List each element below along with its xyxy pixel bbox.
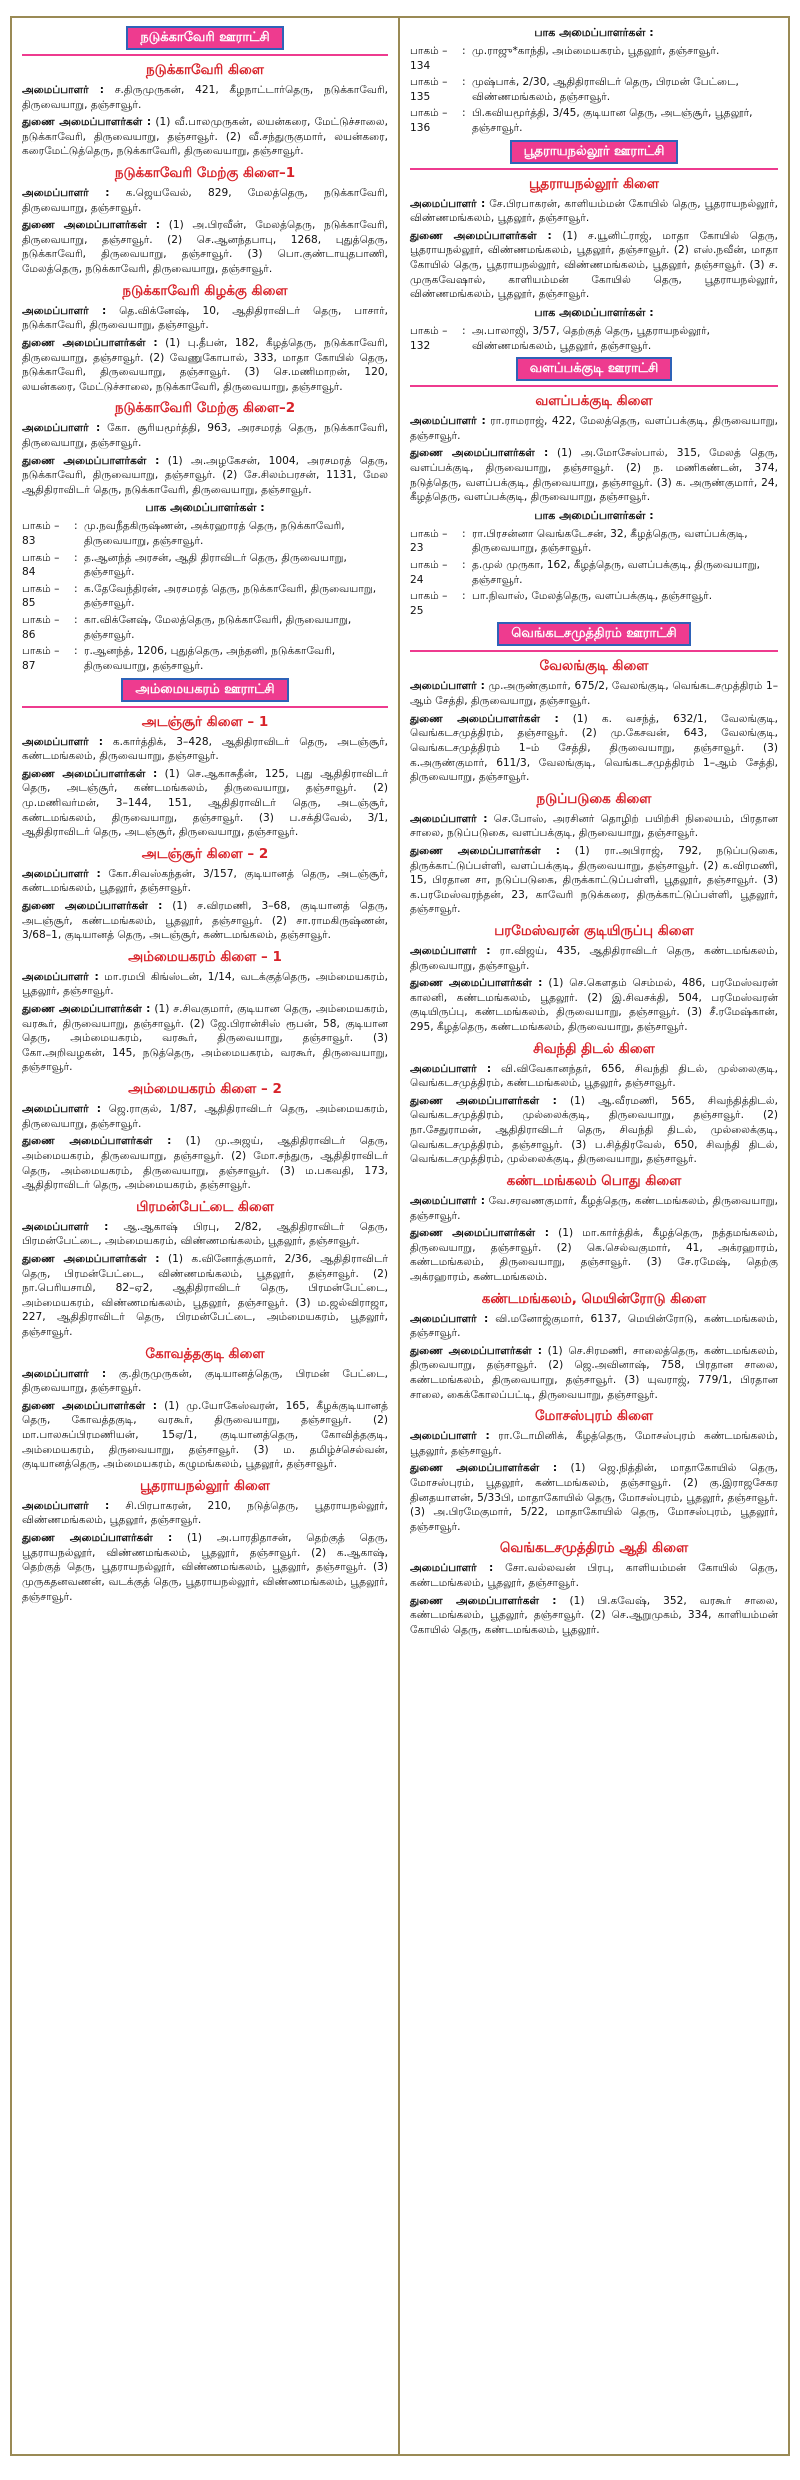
- booth-prefix: பாகம் –: [22, 614, 60, 627]
- booth-number: [22, 613, 74, 642]
- booth-row: [410, 75, 778, 104]
- assistants-label: துணை அமைப்பாளர்கள் :: [410, 447, 549, 460]
- branch-title: நடுக்காவேரி கிளை: [146, 62, 264, 78]
- branch-title: அடஞ்சூர் கிளை – 2: [141, 845, 269, 862]
- branch-section: [22, 846, 388, 943]
- assistants-entry: [22, 218, 388, 276]
- booth-colon: :: [462, 559, 466, 572]
- assistants-text: (1) ச.யூனிட்ராஜ், மாதா கோயில் தெரு, பூதராயநல்லூர், விண்ணமங்கலம், பூதலூர், தஞ்சாவூர். (2) எஸ்.நவீன், மாதா கோயில் தெரு, பூதராயநல்லூர், விண்ணமங்கலம், பூதலூர், தஞ்சாவூர். (3) ச. முருகவேஷால், காளியம்மன் கோயில் தெரு, பூதராயநல்லூர், விண்ணமங்கலம், பூதலூர், தஞ்சாவூர்.: [410, 229, 778, 301]
- secretary-text: க.ஜெயவேல், 829, மேலத்தெரு, நடுக்காவேரி, திருவையாறு, தஞ்சாவூர்.: [22, 187, 388, 214]
- newspaper-frame: [10, 16, 790, 2456]
- booth-number-value: 136: [410, 122, 431, 135]
- assistants-entry: [410, 1594, 778, 1638]
- booth-colon: :: [462, 324, 466, 337]
- secretary-label: அமைப்பாளர் :: [410, 1194, 485, 1207]
- secretary-entry: [410, 1062, 778, 1091]
- branch-section: [22, 714, 388, 840]
- branch-section: [22, 400, 388, 497]
- booth-number: [410, 324, 462, 353]
- assistants-entry: [22, 1252, 388, 1340]
- booth-number-value: 83: [22, 535, 36, 548]
- booth-prefix: பாகம் –: [22, 582, 60, 595]
- assistants-text: (1) ஆ.வீரமணி, 565, சிவந்தித்திடல், வெங்கடசமுத்திரம், முல்லைக்குடி, திருவையாறு, தஞ்சாவூர். (2) நா.சேதுராமன், ஆதிதிராவிடர் தெரு, சிவந்தி திடல், முல்லைக்குடி, வெங்கடசமுத்திரம், தஞ்சாவூர். (3) ப.சித்திரவேல், 650, சிவந்தி திடல், வெங்கடசமுத்திரம், முல்லைக்குடி, திருவையாறு, தஞ்சாவூர்.: [410, 1094, 779, 1166]
- secretary-text: வி.மனோஜ்குமார், 6137, மெயின்ரோடு, கண்டமங்கலம், தஞ்சாவூர்.: [410, 1312, 778, 1340]
- secretary-text: தெ.விக்னேஷ், 10, ஆதிதிராவிடர் தெரு, பாசார், நடுக்காவேரி, திருவையாறு, தஞ்சாவூர்.: [22, 304, 388, 332]
- branch-title: மோசஸ்புரம் கிளை: [534, 1408, 654, 1425]
- assistants-text: (1) செ.கௌதம் செம்மல், 486, பரமேஸ்வரன் காலனி, கண்டமங்கலம், பூதலூர். (2) இ.சிவசக்தி, 504, பரமேஸ்வரன் குடியிருப்பு, கண்டமங்கலம், திருவையாறு, தஞ்சாவூர். (3) சீ.ரமேஷ்கான், 295, கீழத்தெரு, கண்டமங்கலம், திருவையாறு, தஞ்சாவூர்.: [410, 977, 778, 1034]
- booth-number-value: 84: [22, 566, 36, 579]
- assistants-entry: [410, 976, 778, 1034]
- booth-colon: :: [462, 527, 466, 540]
- booth-row: [22, 551, 388, 580]
- panchayat-banner-wrap: [410, 357, 778, 387]
- booth-row: [22, 519, 388, 548]
- assistants-text: (1) பு.தீபன், 182, கீழத்தெரு, நடுக்காவேரி, திருவையாறு, தஞ்சாவூர். (2) வேணுகோபால், 333, மாதா கோயில் தெரு, நடுக்காவேரி, திருவையாறு, தஞ்சாவூர். (3) செ.மணிமாறன், 120, லயன்கரை, மேட்டுச்சாலை, நடுக்காவேரி, திருவையாறு, தஞ்சாவூர்.: [22, 336, 389, 393]
- secretary-entry: [22, 83, 388, 112]
- secretary-entry: [410, 1194, 778, 1223]
- branch-title: அடஞ்சூர் கிளை – 1: [141, 713, 269, 730]
- secretary-label: அமைப்பாளர் :: [22, 1220, 109, 1233]
- panchayat-banner: நடுக்காவேரி ஊராட்சி: [126, 26, 283, 50]
- booth-number: [410, 589, 462, 618]
- branch-section: [410, 176, 778, 302]
- secretary-label: அமைப்பாளர் :: [410, 812, 488, 825]
- secretary-label: அமைப்பாளர் :: [22, 304, 107, 317]
- assistants-label: துணை அமைப்பாளர்கள் :: [22, 1135, 172, 1148]
- secretary-text: ஜெ.ராகுல், 1/87, ஆதிதிராவிடர் தெரு, அம்மையகரம், திருவையாறு, தஞ்சாவூர்.: [22, 1103, 388, 1130]
- assistants-entry: [22, 1531, 388, 1604]
- booth-organizers-section: [410, 509, 778, 619]
- booth-number-value: 24: [410, 573, 424, 586]
- branch-section: [22, 1199, 388, 1340]
- branch-section: [22, 62, 388, 159]
- branch-title: நடுக்காவேரி கிழக்கு கிளை: [122, 282, 288, 299]
- secretary-entry: [22, 186, 388, 215]
- assistants-text: (1) ச.விரமணி, 3–68, குடியானத் தெரு, அடஞ்சூர், கண்டமங்கலம், பூதலூர், தஞ்சாவூர். (2) சா.ராமகிருஷ்ணன், 3/68–1, குடியானத் தெரு, அடஞ்சூர், கண்டமங்கலம், தஞ்சாவூர்.: [22, 899, 388, 942]
- branch-title: நடுக்காவேரி மேற்கு கிளை–1: [114, 165, 296, 182]
- assistants-entry: [22, 336, 388, 394]
- assistants-text: (1) செ.சிரமணி, சாலைத்தெரு, கண்டமங்கலம், திருவையாறு, தஞ்சாவூர். (2) ஜெ.அவினாஷ், 758, பிரதான சாலை, கண்டமங்கலம், திருவையாறு, தஞ்சாவூர். (3) யுவராஜ், 779/1, பிரதான சாலை, கைக்கோலப்பட்டி, திருவையாறு, தஞ்சாவூர்.: [410, 1344, 779, 1401]
- booth-organizer-text: மு.ராஜு*காந்தி, அம்மையகரம், பூதலூர், தஞ்சாவூர்.: [472, 45, 720, 57]
- secretary-text: ரா.டோமினிக், கீழத்தெரு, மோசஸ்புரம் கண்டமங்கலம், பூதலூர், தஞ்சாவூர்.: [410, 1430, 778, 1457]
- branch-title: கோவத்தகுடி கிளை: [145, 1345, 265, 1362]
- secretary-label: அமைப்பாளர் :: [22, 1499, 110, 1512]
- booth-row: [22, 644, 388, 673]
- booth-row: [22, 613, 388, 642]
- secretary-entry: [22, 735, 388, 764]
- panchayat-banner-wrap: [410, 622, 778, 652]
- secretary-text: கோ.சிவஸ்கந்தன், 3/157, குடியானத் தெரு, அடஞ்சூர், கண்டமங்கலம், பூதலூர், தஞ்சாவூர்.: [22, 867, 388, 895]
- assistants-text: (1) பி.கவேஷ், 352, வரகூர் சாலை, கண்டமங்கலம், பூதலூர், தஞ்சாவூர். (2) செ.ஆறுமுகம், 334, காளியம்மன் கோயில் தெரு, கண்டமங்கலம், பூதலூர்.: [410, 1594, 778, 1636]
- booth-number-value: 25: [410, 604, 424, 617]
- booth-prefix: பாகம் –: [410, 76, 448, 89]
- secretary-text: சோ.வல்லவன் பிரபு, காளியம்மன் கோயில் தெரு, கண்டமங்கலம், பூதலூர், தஞ்சாவூர்.: [410, 1562, 778, 1590]
- branch-section: [410, 1291, 778, 1403]
- branch-title: அம்மையகரம் கிளை – 1: [128, 948, 282, 965]
- secretary-entry: [410, 944, 778, 973]
- panchayat-banner: பூதராயநல்லூர் ஊராட்சி: [510, 140, 679, 164]
- booth-prefix: பாகம் –: [410, 107, 448, 120]
- branch-section: [22, 1081, 388, 1193]
- secretary-entry: [410, 812, 778, 841]
- secretary-text: செ.போஸ், அரசினர் தொழிற் பயிற்சி நிலையம், பிரதான சாலை, நடுப்படுகை, வளப்பக்குடி, திருவையாறு, தஞ்சாவூர்.: [410, 812, 778, 840]
- secretary-text: கு.திருமுருகன், குடியானத்தெரு, பிரமன் பேட்டை, திருவையாறு, தஞ்சாவூர்.: [22, 1367, 388, 1395]
- booth-row: [410, 324, 778, 353]
- secretary-label: அமைப்பாளர் :: [22, 735, 104, 748]
- secretary-text: ஆ.ஆகாஷ் பிரபு, 2/82, ஆதிதிராவிடர் தெரு, பிரமன்பேட்டை, அம்மையகரம், விண்ணமங்கலம், பூதலூர், தஞ்சாவூர்.: [22, 1220, 388, 1248]
- secretary-entry: [410, 414, 778, 443]
- booth-organizer-text: த.முல் முருகா, 162, கீழத்தெரு, வளப்பக்குடி, திருவையாறு, தஞ்சாவூர்.: [472, 559, 760, 586]
- assistants-entry: [410, 844, 778, 917]
- branch-title: வேலங்குடி கிளை: [539, 658, 649, 675]
- secretary-entry: [410, 679, 778, 708]
- assistants-entry: [410, 229, 778, 302]
- secretary-entry: [22, 970, 388, 999]
- booth-number: [410, 75, 462, 104]
- booth-number: [22, 519, 74, 548]
- panchayat-banner-wrap: [22, 26, 388, 56]
- assistants-label: துணை அமைப்பாளர்கள் :: [410, 1594, 557, 1607]
- assistants-text: (1) ச.சிவகுமார், குடியான தெரு, அம்மையகரம், வரகூர், திருவையாறு, தஞ்சாவூர். (2) ஜே.பிரான்சிஸ் ரூபன், 58, குடியான தெரு, அம்மையகரம், வரகூர், திருவையாறு, தஞ்சாவூர். (3) கோ.அறிவழகன், 145, நடுத்தெரு, அம்மையகரம், வரகூர், திருவையாறு, தஞ்சாவூர்.: [22, 1003, 388, 1074]
- booth-organizers-heading: பாக அமைப்பாளர்கள் :: [534, 305, 654, 319]
- branch-section: [410, 1173, 778, 1285]
- secretary-text: ரா.ராமராஜ், 422, மேலத்தெரு, வளப்பக்குடி, திருவையாறு, தஞ்சாவூர்.: [410, 415, 778, 442]
- booth-number: [22, 551, 74, 580]
- secretary-entry: [22, 1220, 388, 1249]
- booth-row: [410, 527, 778, 556]
- booth-prefix: பாகம் –: [410, 45, 448, 57]
- secretary-label: அமைப்பாளர் :: [410, 415, 486, 428]
- booth-organizer-text: கா.விக்னேஷ், மேலத்தெரு, நடுக்காவேரி, திருவையாறு, தஞ்சாவூர்.: [84, 614, 352, 641]
- assistants-entry: [22, 1134, 388, 1192]
- booth-number-value: 135: [410, 90, 431, 103]
- booth-number: [410, 527, 462, 556]
- booth-row: [410, 44, 778, 73]
- secretary-text: வே.சரவணகுமார், கீழத்தெரு, கண்டமங்கலம், திருவையாறு, தஞ்சாவூர்.: [410, 1194, 778, 1222]
- panchayat-banner-wrap: [410, 140, 778, 170]
- secretary-entry: [22, 867, 388, 896]
- secretary-label: அமைப்பாளர் :: [410, 680, 485, 693]
- booth-row: [410, 558, 778, 587]
- assistants-text: (1) அ.மோசேஸ்பால், 315, மேலத் தெரு, வளப்பக்குடி, திருவையாறு, தஞ்சாவூர். (2) ந. மணிகண்டன், 374, நடுத்தெரு, வளப்பக்குடி, திருவையாறு, தஞ்சாவூர். (3) க. அருண்குமார், 24, கீழத்தெரு, வளப்பக்குடி, திருவையாறு, தஞ்சாவூர்.: [410, 447, 778, 504]
- panchayat-banner: வளப்பக்குடி ஊராட்சி: [516, 357, 673, 381]
- secretary-text: சே.பிரபாகரன், காளியம்மன் கோயில் தெரு, பூதராயநல்லூர், விண்ணமங்கலம், பூதலூர், தஞ்சாவூர்.: [410, 197, 778, 225]
- branch-section: [410, 1540, 778, 1637]
- assistants-text: (1) க. வசந்த், 632/1, வேலங்குடி, வெங்கடசமுத்திரம், தஞ்சாவூர். (2) மு.கேசவன், 643, வேலங்குடி, வெங்கடசமுத்திரம் 1–ம் சேத்தி, திருவையாறு, தஞ்சாவூர். (3) க.அருண்குமார், 611/3, வேலங்குடி, வெங்கடசமுத்திரம் 1–ஆம் சேத்தி, திருவையாறு, தஞ்சாவூர்.: [410, 712, 778, 784]
- assistants-text: (1) செ.ஆகாசுதீன், 125, புது ஆதிதிராவிடர் தெரு, அடஞ்சூர், கண்டமங்கலம், திருவையாறு, தஞ்சாவூர். (2) மு.மணிவர்மன், 3–144, 151, ஆதிதிராவிடர் தெரு, அடஞ்சூர், கண்டமங்கலம், திருவையாறு, தஞ்சாவூர். (3) ப.சக்திவேல், 3/1, ஆதிதிராவிடர் தெரு, அடஞ்சூர், திருவையாறு, தஞ்சாவூர்.: [22, 767, 388, 839]
- secretary-entry: [22, 1102, 388, 1131]
- branch-section: [410, 923, 778, 1035]
- branch-section: [410, 1408, 778, 1534]
- assistants-label: துணை அமைப்பாளர்கள் :: [410, 229, 552, 242]
- assistants-text: (1) மா.கார்த்திக், கீழத்தெரு, நத்தமங்கலம், திருவையாறு, தஞ்சாவூர். (2) கெ.செல்வகுமார், 41, அக்ரஹாரம், கண்டமங்கலம், திருவையாறு, தஞ்சாவூர். (3) சே.ரமேஷ், தெற்கு அக்ரஹாரம், கண்டமங்கலம்.: [410, 1227, 779, 1283]
- booth-number: [22, 644, 74, 673]
- branch-section: [410, 791, 778, 917]
- assistants-text: (1) அ.அழகேசன், 1004, அரசமரத் தெரு, நடுக்காவேரி, திருவையாறு, தஞ்சாவூர். (2) சே.சிலம்பரசன், 1131, மேல ஆதிதிராவிடர் தெரு, நடுக்காவேரி, திருவையாறு, தஞ்சாவூர்.: [22, 454, 389, 496]
- assistants-label: துணை அமைப்பாளர்கள் :: [22, 116, 152, 129]
- assistants-entry: [22, 899, 388, 943]
- secretary-entry: [410, 1312, 778, 1341]
- secretary-text: ரா.விஜய், 435, ஆதிதிராவிடர் தெரு, கண்டமங்கலம், திருவையாறு, தஞ்சாவூர்.: [410, 944, 778, 972]
- branch-section: [410, 1041, 778, 1167]
- branch-title: வெங்கடசமுத்திரம் ஆதி கிளை: [499, 1540, 689, 1557]
- secretary-label: அமைப்பாளர் :: [22, 867, 101, 880]
- secretary-entry: [410, 197, 778, 226]
- booth-number: [410, 106, 462, 135]
- booth-organizers-section: [410, 26, 778, 136]
- secretary-text: க.கார்த்திக், 3–428, ஆதிதிராவிடர் தெரு, அடஞ்சூர், கண்டமங்கலம், திருவையாறு, தஞ்சாவூர்.: [22, 735, 388, 763]
- booth-number-value: 85: [22, 597, 36, 610]
- booth-number: [410, 44, 462, 73]
- assistants-text: (1) ரா.அபிராஜ், 792, நடுப்படுகை, திருக்காட்டுப்பள்ளி, வளப்பக்குடி, திருவையாறு, தஞ்சாவூர். (2) க.விரமணி, 15, பிரதான சா, நடுப்படுகை, திருக்காட்டுப்பள்ளி, பூதலூர், தஞ்சாவூர். (3) க.பரமேஸ்வரந்தன், 23, காவேரி நடுக்கரை, திருக்காட்டுப்பள்ளி, பூதலூர், தஞ்சாவூர்.: [410, 844, 778, 916]
- secretary-label: அமைப்பாளர் :: [22, 422, 101, 435]
- assistants-entry: [22, 454, 388, 498]
- assistants-label: துணை அமைப்பாளர்கள் :: [22, 1003, 151, 1016]
- assistants-label: துணை அமைப்பாளர்கள் :: [410, 1344, 542, 1357]
- booth-prefix: பாகம் –: [22, 645, 60, 658]
- branch-section: [22, 949, 388, 1075]
- secretary-text: மு.அருண்குமார், 675/2, வேலங்குடி, வெங்கடசமுத்திரம் 1–ஆம் சேத்தி, திருவையாறு, தஞ்சாவூர்.: [410, 680, 778, 708]
- booth-colon: :: [74, 582, 78, 595]
- booth-organizers-section: [22, 501, 388, 673]
- assistants-text: (1) அ.பிரவீன், மேலத்தெரு, நடுக்காவேரி, திருவையாறு, தஞ்சாவூர். (2) செ.ஆனந்தபாபு, 1268, புதுத்தெரு, நடுக்காவேரி, திருவையாறு, தஞ்சாவூர். (3) பொ.குண்டாயுதபாணி, மேலத்தெரு, நடுக்காவேரி, திருவையாறு, தஞ்சாவூர்.: [22, 219, 389, 276]
- branch-title: நடுக்காவேரி மேற்கு கிளை–2: [114, 400, 296, 417]
- assistants-label: துணை அமைப்பாளர்கள் :: [410, 1227, 549, 1240]
- assistants-entry: [22, 1002, 388, 1075]
- booth-organizer-text: பி.கவியமூர்த்தி, 3/45, குடியான தெரு, அடஞ்சூர், பூதலூர், தஞ்சாவூர்.: [472, 107, 753, 135]
- branch-title: கண்டமங்கலம், மெயின்ரோடு கிளை: [481, 1290, 707, 1307]
- booth-prefix: பாகம் –: [410, 590, 448, 603]
- booth-organizers-section: [410, 306, 778, 353]
- booth-colon: :: [74, 551, 78, 564]
- secretary-label: அமைப்பாளர் :: [22, 187, 110, 200]
- panchayat-banner-wrap: [22, 678, 388, 708]
- assistants-label: துணை அமைப்பாளர்கள் :: [22, 899, 163, 912]
- assistants-text: (1) வீ.பாலமுருகன், லயன்கரை, மேட்டுச்சாலை, நடுக்காவேரி, திருவையாறு, தஞ்சாவூர். (2) வீ.சந்துருகுமார், லயன்கரை, கரைமேட்டுத்தெரு, நடுக்காவேரி, திருவையாறு, தஞ்சாவூர்.: [22, 116, 388, 158]
- assistants-label: துணை அமைப்பாளர்கள் :: [22, 1252, 160, 1265]
- booth-colon: :: [74, 614, 78, 627]
- branch-section: [22, 1346, 388, 1472]
- assistants-text: (1) மு.யோகேஸ்வரன், 165, கீழக்குடியானத் தெரு, கோவத்தகுடி, வரகூர், திருவையாறு, தஞ்சாவூர். (2) மா.பாலசுப்பிரமணியன், 15ஏ/1, குடியானத்தெரு, கோவித்தகுடி, அம்மையகரம், திருவையாறு, தஞ்சாவூர். (3) ம. தமிழ்ச்செல்வன், குடியானத்தெரு, அம்மையகரம், கழுமங்கலம், பூதலூர், தஞ்சாவூர்.: [22, 1399, 388, 1471]
- secretary-text: மா.ரமபி கிங்ஸ்டன், 1/14, வடக்குத்தெரு, அம்மையகரம், பூதலூர், தஞ்சாவூர்.: [22, 970, 388, 998]
- assistants-text: (1) க.வினோத்குமார், 2/36, ஆதிதிராவிடர் தெரு, பிரமன்பேட்டை, விண்ணமங்கலம், பூதலூர், தஞ்சாவூர். (2) நா.பெரியசாமி, 82–ஏ2, ஆதிதிராவிடர் தெரு, பிரமன்பேட்டை, அம்மையகரம், விண்ணமங்கலம், பூதலூர், தஞ்சாவூர். (3) ம.ஜல்விராஜா, 227, ஆதிதிராவிடர் தெரு, பிரமன்பேட்டை, அம்மையகரம், பூதலூர், தஞ்சாவூர்.: [22, 1252, 388, 1338]
- assistants-text: (1) மு.அஜய், ஆதிதிராவிடர் தெரு, அம்மையகரம், திருவையாறு, தஞ்சாவூர். (2) மோ.சந்துரு, ஆதிதிராவிடர் தெரு, அம்மையகரம், திருவையாறு, தஞ்சாவூர். (3) ம.பகவதி, 173, ஆதிதிராவிடர் தெரு, அம்மையகரம், தஞ்சாவூர்.: [22, 1135, 388, 1192]
- booth-organizer-text: ர.ஆனந்த், 1206, புதுத்தெரு, அந்தனி, நடுக்காவேரி, திருவையாறு, தஞ்சாவூர்.: [84, 645, 336, 672]
- branch-section: [22, 283, 388, 395]
- secretary-entry: [22, 1499, 388, 1528]
- assistants-text: (1) அ.பாரதிதாசன், தெற்குத் தெரு, பூதராயநல்லூர், விண்ணமங்கலம், பூதலூர், தஞ்சாவூர். (2) க.ஆகாஷ், தெற்குத் தெரு, பூதராயநல்லூர், விண்ணமங்கலம், பூதலூர், தஞ்சாவூர். (3) முருகதனவணன், வடக்குத் தெரு, பூதராயநல்லூர், விண்ணமங்கலம், பூதலூர், தஞ்சாவூர்.: [22, 1532, 388, 1603]
- secretary-entry: [410, 1561, 778, 1590]
- branch-title: பரமேஸ்வரன் குடியிருப்பு கிளை: [494, 922, 694, 939]
- assistants-entry: [410, 712, 778, 785]
- branch-title: பூதராயநல்லூர் கிளை: [140, 1477, 270, 1494]
- assistants-text: (1) ஜெ.நித்தின், மாதாகோயில் தெரு, மோசஸ்புரம், பூதலூர், கண்டமங்கலம், தஞ்சாவூர். (2) கு.இராஜசேகர தினதயாளன், 5/33பி, மாதாகோயில் தெரு, மோசஸ்புரம், பூதலூர், தஞ்சாவூர். (3) அ.பிரமேகுமார், 5/22, மாதாகோயில் தெரு, மோசஸ்புரம், பூதலூர், தஞ்சாவூர்.: [410, 1462, 779, 1533]
- booth-number-value: 134: [410, 59, 431, 72]
- booth-prefix: பாகம் –: [22, 551, 60, 564]
- booth-colon: :: [462, 107, 466, 120]
- assistants-entry: [410, 1344, 778, 1402]
- right-column: [400, 18, 788, 2454]
- branch-title: சிவந்தி திடல் கிளை: [533, 1040, 655, 1057]
- secretary-label: அமைப்பாளர் :: [22, 970, 99, 983]
- booth-row: [410, 106, 778, 135]
- branch-title: பூதராயநல்லூர் கிளை: [529, 175, 659, 192]
- booth-row: [410, 589, 778, 618]
- booth-organizer-text: மு.நவநீதகிருஷ்ணன், அக்ரஹாரத் தெரு, நடுக்காவேரி, திருவையாறு, தஞ்சாவூர்.: [84, 520, 345, 548]
- secretary-label: அமைப்பாளர் :: [410, 1430, 490, 1443]
- secretary-label: அமைப்பாளர் :: [410, 1562, 494, 1575]
- branch-title: வளப்பக்குடி கிளை: [535, 393, 653, 410]
- left-column: [12, 18, 400, 2454]
- assistants-entry: [410, 446, 778, 504]
- secretary-label: அமைப்பாளர் :: [410, 1062, 492, 1075]
- booth-row: [22, 582, 388, 611]
- assistants-entry: [22, 767, 388, 840]
- secretary-entry: [22, 421, 388, 450]
- booth-colon: :: [462, 76, 466, 89]
- booth-prefix: பாகம் –: [22, 520, 60, 533]
- secretary-text: வி.விவேகானந்தர், 656, சிவந்தி திடல், முல்லைகுடி, வெங்கடசமுத்திரம், கண்டமங்கலம், பூதலூர், தஞ்சாவூர்.: [410, 1062, 778, 1090]
- booth-number-value: 87: [22, 659, 36, 672]
- secretary-label: அமைப்பாளர் :: [410, 1312, 489, 1325]
- assistants-entry: [410, 1094, 778, 1167]
- branch-section: [22, 1478, 388, 1604]
- secretary-text: கோ. சூரியமூர்த்தி, 963, அரசமரத் தெரு, நடுக்காவேரி, திருவையாறு, தஞ்சாவூர்.: [22, 422, 388, 449]
- panchayat-banner: அம்மையகரம் ஊராட்சி: [121, 678, 288, 702]
- booth-organizers-heading: பாக அமைப்பாளர்கள் :: [534, 508, 654, 522]
- assistants-label: துணை அமைப்பாளர்கள் :: [410, 844, 560, 857]
- assistants-label: துணை அமைப்பாளர்கள் :: [22, 1532, 173, 1545]
- booth-organizer-text: அ.பாலாஜி, 3/57, தெற்குத் தெரு, பூதராயநல்லூர், விண்ணமங்கலம், பூதலூர், தஞ்சாவூர்.: [472, 324, 710, 352]
- secretary-label: அமைப்பாளர் :: [22, 1103, 102, 1116]
- secretary-entry: [22, 304, 388, 333]
- branch-section: [410, 658, 778, 784]
- assistants-label: துணை அமைப்பாளர்கள் :: [410, 977, 543, 990]
- assistants-label: துணை அமைப்பாளர்கள் :: [410, 712, 559, 725]
- booth-organizer-text: பா.நிவாஸ், மேலத்தெரு, வளப்பக்குடி, தஞ்சாவூர்.: [472, 590, 713, 603]
- booth-organizer-text: த.ஆனந்த் அரசன், ஆதி திராவிடர் தெரு, திருவையாறு, தஞ்சாவூர்.: [84, 551, 347, 579]
- assistants-label: துணை அமைப்பாளர்கள் :: [22, 336, 158, 349]
- booth-prefix: பாகம் –: [410, 559, 448, 572]
- branch-title: நடுப்படுகை கிளை: [536, 790, 652, 807]
- assistants-entry: [22, 1399, 388, 1472]
- secretary-entry: [22, 1367, 388, 1396]
- assistants-entry: [22, 115, 388, 159]
- secretary-text: ச.திருமுருகன், 421, கீழநாட்டார்தெரு, நடுக்காவேரி, திருவையாறு, தஞ்சாவூர்.: [22, 84, 388, 111]
- branch-title: பிரமன்பேட்டை கிளை: [136, 1198, 274, 1215]
- secretary-label: அமைப்பாளர் :: [22, 1367, 107, 1380]
- assistants-label: துணை அமைப்பாளர்கள் :: [22, 1399, 157, 1412]
- booth-organizer-text: க.தேவேந்திரன், அரசமரத் தெரு, நடுக்காவேரி, திருவையாறு, தஞ்சாவூர்.: [84, 582, 377, 610]
- secretary-label: அமைப்பாளர் :: [410, 197, 486, 210]
- assistants-label: துணை அமைப்பாளர்கள் :: [22, 454, 160, 467]
- booth-colon: :: [74, 645, 78, 658]
- booth-number: [22, 582, 74, 611]
- booth-organizer-text: ரா.பிரசன்னா வெங்கடேசன், 32, கீழத்தெரு, வளப்பக்குடி, திருவையாறு, தஞ்சாவூர்.: [472, 527, 748, 555]
- booth-prefix: பாகம் –: [410, 324, 448, 337]
- assistants-label: துணை அமைப்பாளர்கள் :: [410, 1094, 557, 1107]
- booth-number-value: 86: [22, 628, 36, 641]
- branch-section: [410, 393, 778, 505]
- booth-organizers-heading: பாக அமைப்பாளர்கள் :: [534, 26, 654, 39]
- secretary-text: சி.பிரபாகரன், 210, நடுத்தெரு, பூதராயநல்லூர், விண்ணமங்கலம், பூதலூர், தஞ்சாவூர்.: [22, 1499, 388, 1527]
- booth-colon: :: [74, 520, 78, 533]
- assistants-label: துணை அமைப்பாளர்கள் :: [22, 767, 158, 780]
- booth-colon: :: [462, 590, 466, 603]
- booth-number-value: 132: [410, 339, 431, 352]
- panchayat-banner: வெங்கடசமுத்திரம் ஊராட்சி: [497, 622, 690, 646]
- booth-prefix: பாகம் –: [410, 527, 448, 540]
- branch-title: கண்டமங்கலம் பொது கிளை: [506, 1172, 682, 1189]
- secretary-label: அமைப்பாளர் :: [410, 944, 491, 957]
- booth-organizers-heading: பாக அமைப்பாளர்கள் :: [145, 501, 265, 515]
- booth-organizer-text: முஷ்பாக், 2/30, ஆதிதிராவிடர் தெரு, பிரமன் பேட்டை, விண்ணமங்கலம், தஞ்சாவூர்.: [472, 76, 739, 103]
- booth-number-value: 23: [410, 542, 424, 555]
- assistants-entry: [410, 1461, 778, 1534]
- branch-section: [22, 165, 388, 277]
- assistants-entry: [410, 1226, 778, 1284]
- secretary-label: அமைப்பாளர் :: [22, 84, 104, 96]
- assistants-label: துணை அமைப்பாளர்கள் :: [22, 219, 161, 232]
- booth-colon: :: [462, 45, 466, 57]
- assistants-label: துணை அமைப்பாளர்கள் :: [410, 1462, 558, 1475]
- branch-title: அம்மையகரம் கிளை – 2: [128, 1081, 282, 1098]
- booth-number: [410, 558, 462, 587]
- secretary-entry: [410, 1429, 778, 1458]
